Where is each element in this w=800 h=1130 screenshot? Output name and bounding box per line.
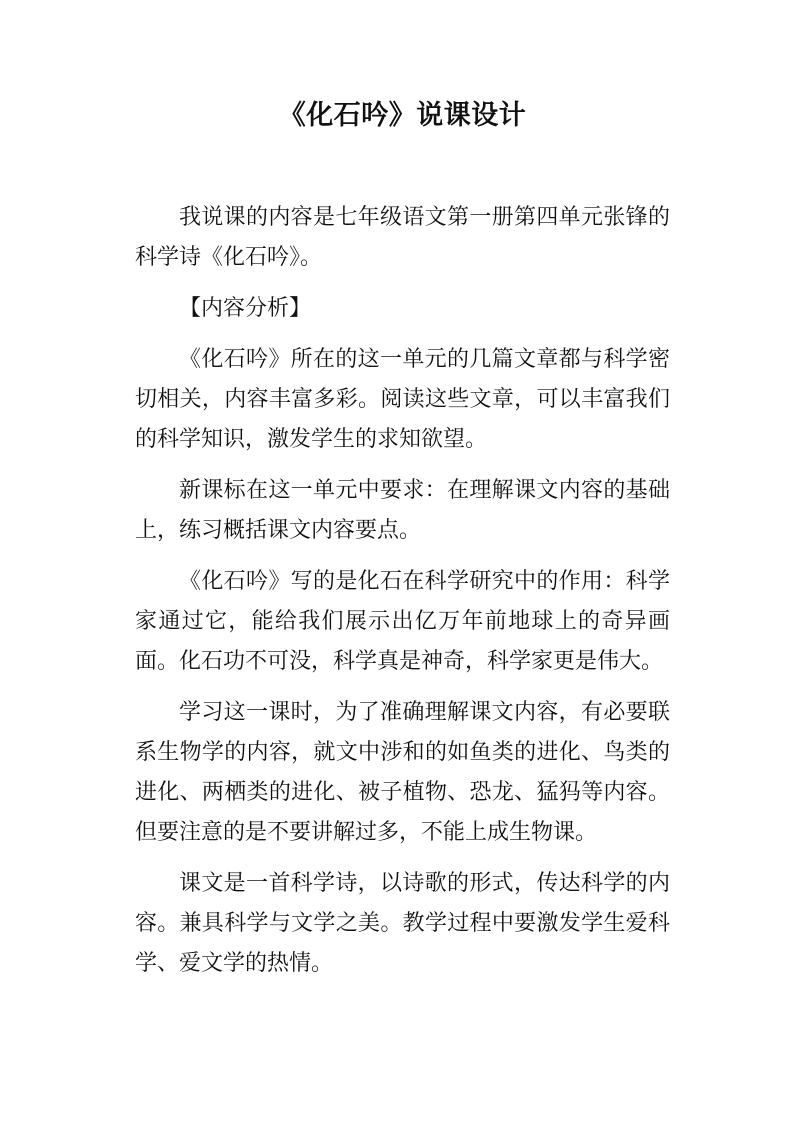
section-heading-content-analysis: 【内容分析】 <box>179 296 312 321</box>
intro-paragraph: 我说课的内容是七年级语文第一册第四单元张锋的科学诗《化石吟》。 <box>135 205 670 270</box>
document-body <box>135 198 670 984</box>
analysis-paragraph-2: 新课标在这一单元中要求：在理解课文内容的基础上，练习概括课文内容要点。 <box>135 478 670 543</box>
analysis-paragraph-4: 学习这一课时，为了准确理解课文内容，有必要联系生物学的内容，就文中涉和的如鱼类的进化、鸟类的进化、两栖类的进化、被子植物、恐龙、猛犸等内容。但要注意的是不要讲解过多，不能上成生物课。 <box>135 700 670 845</box>
analysis-paragraph-5: 课文是一首科学诗，以诗歌的形式，传达科学的内容。兼具科学与文学之美。教学过程中要激发学生爱科学、爱文学的热情。 <box>135 871 670 976</box>
document-title: 《化石吟》说课设计 <box>278 100 527 131</box>
analysis-paragraph-1: 《化石吟》所在的这一单元的几篇文章都与科学密切相关，内容丰富多彩。阅读这些文章，可以丰富我们的科学知识，激发学生的求知欲望。 <box>135 347 670 452</box>
analysis-paragraph-3: 《化石吟》写的是化石在科学研究中的作用：科学家通过它，能给我们展示出亿万年前地球上的奇异画面。化石功不可没，科学真是神奇，科学家更是伟大。 <box>135 569 670 674</box>
